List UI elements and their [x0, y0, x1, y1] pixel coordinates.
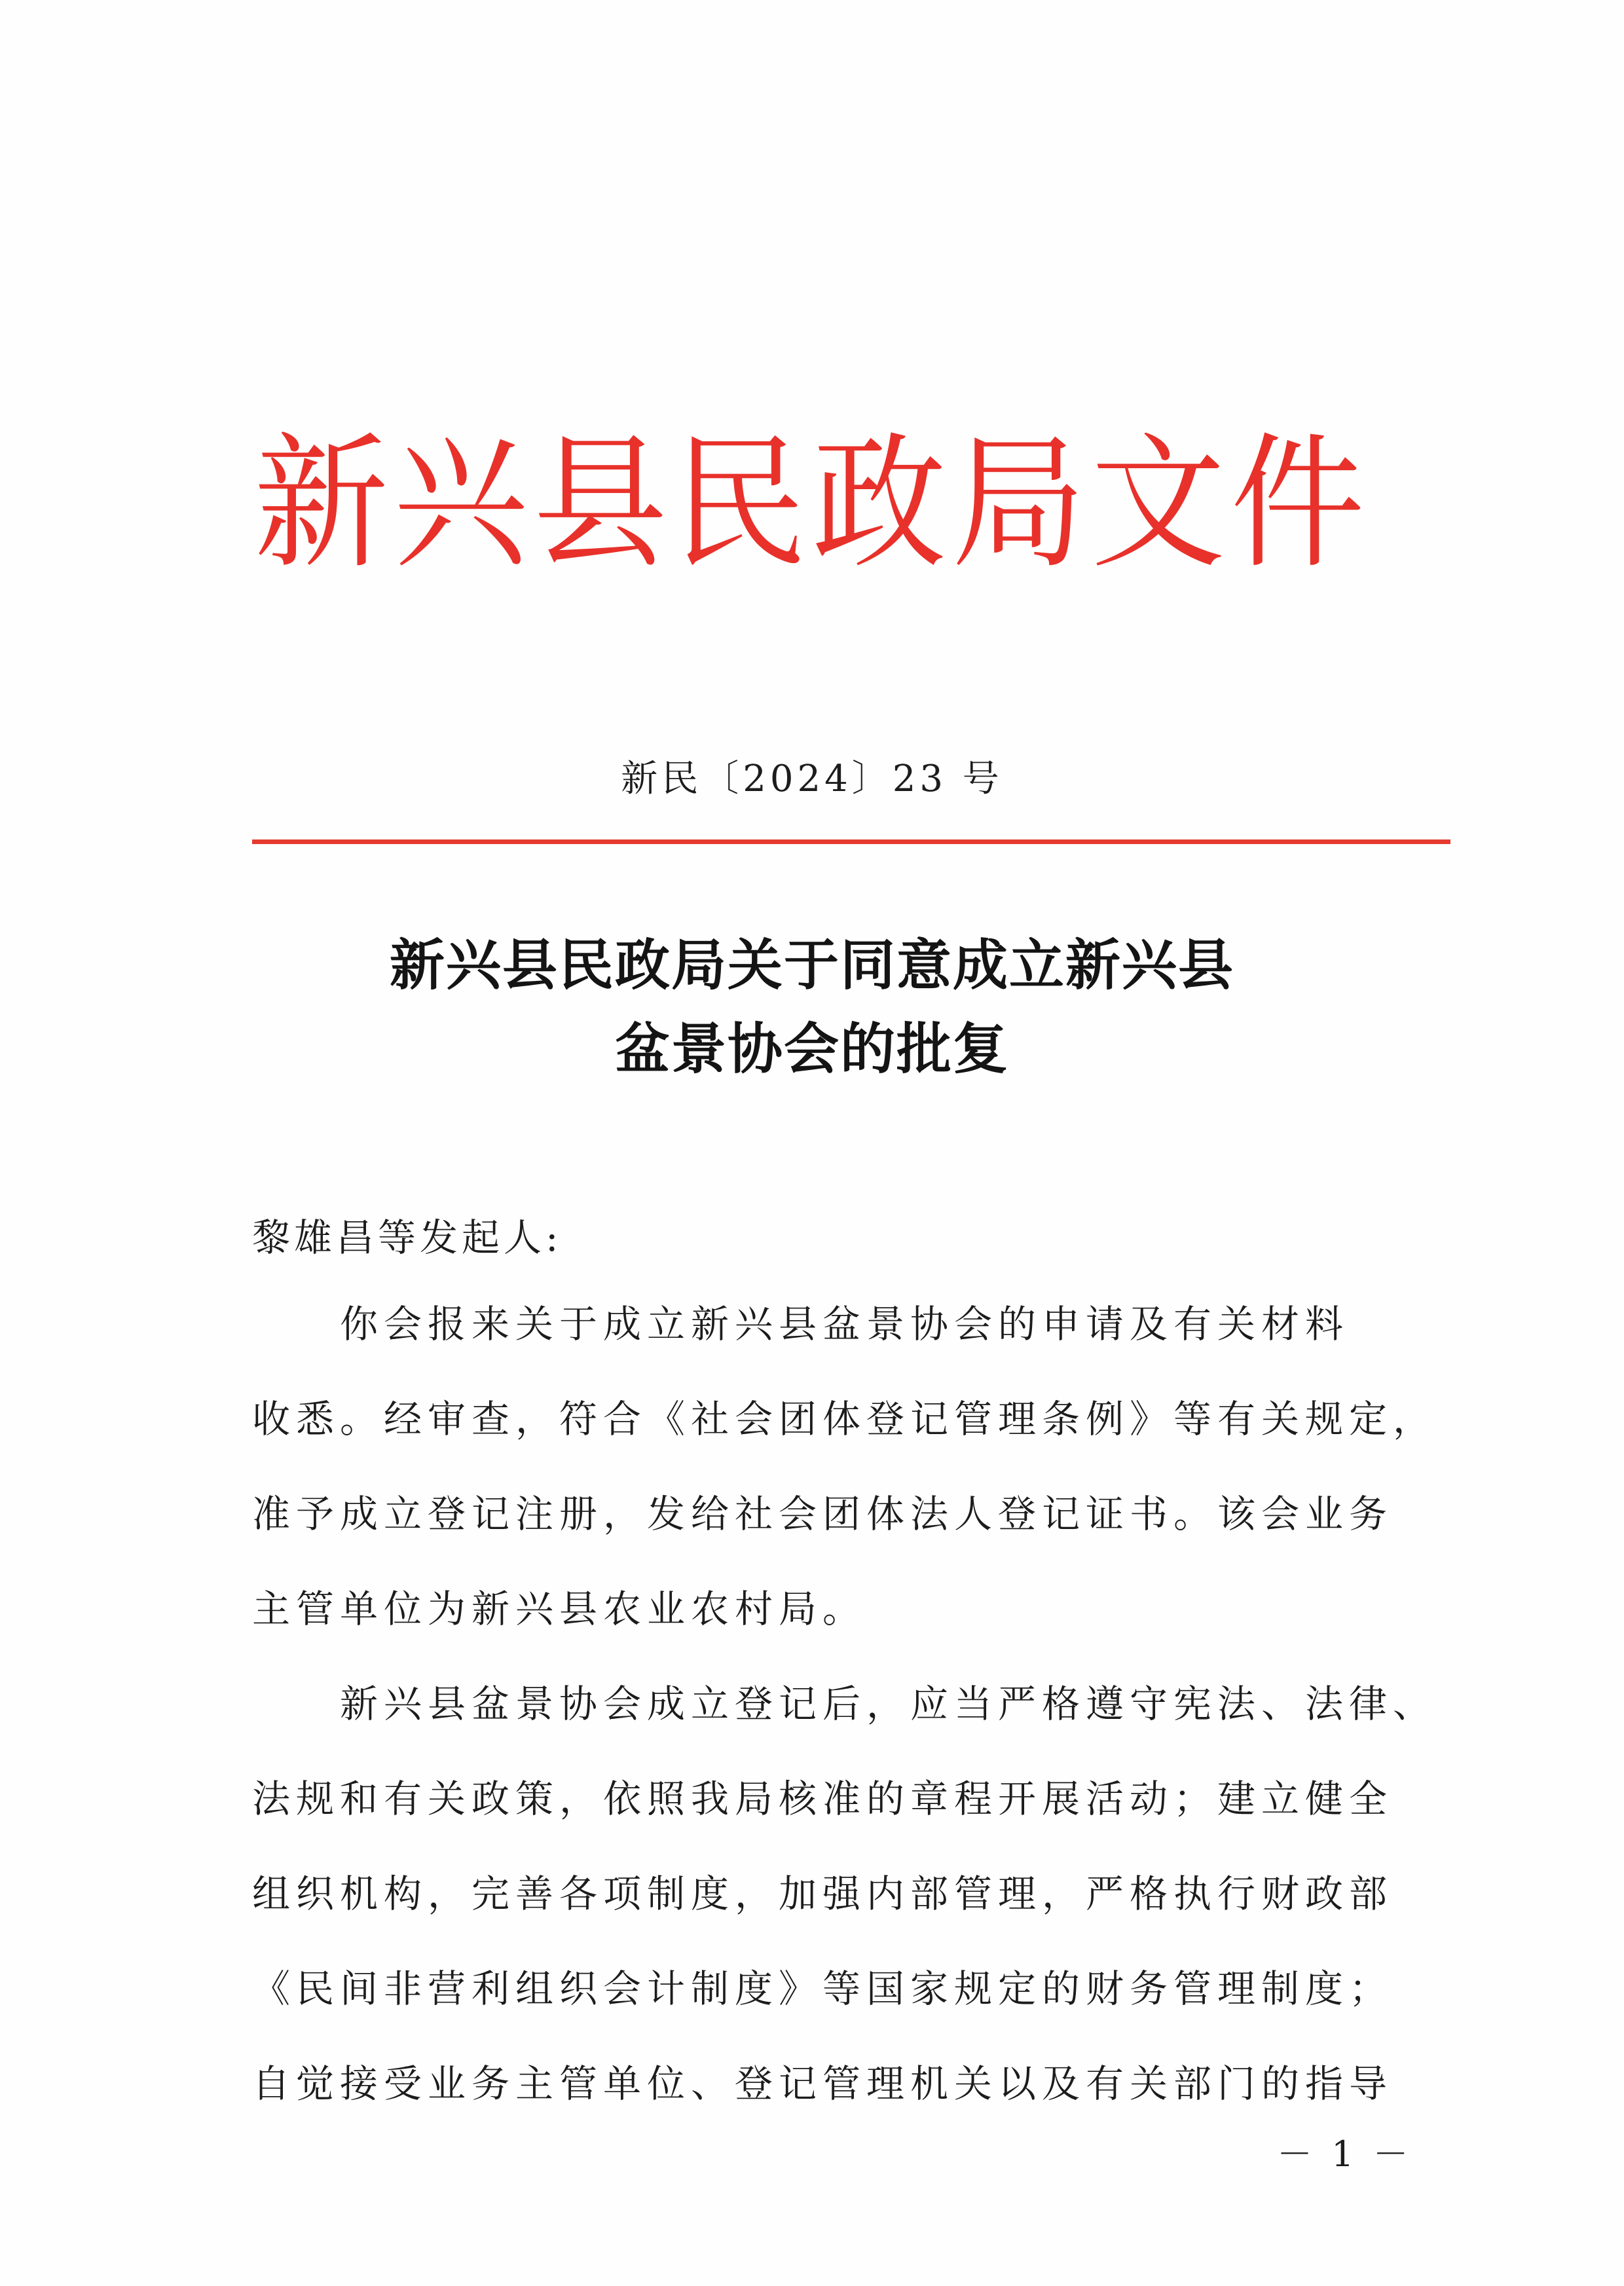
document-title-line: 新兴县民政局关于同意成立新兴县	[389, 932, 1234, 997]
page-number: － 1 －	[1277, 2133, 1412, 2175]
document-title	[249, 923, 1375, 1091]
body-line: 《民间非营利组织会计制度》等国家规定的财务管理制度；	[252, 1966, 1393, 2011]
red-separator-line	[252, 839, 1450, 844]
body-line: 自觉接受业务主管单位、登记管理机关以及有关部门的指导	[252, 2061, 1393, 2106]
document-body	[252, 1298, 1437, 2152]
body-line: 你会报来关于成立新兴县盆景协会的申请及有关材料	[252, 1302, 1350, 1346]
salutation: 黎雄昌等发起人:	[252, 1215, 563, 1260]
body-line: 主管单位为新兴县农业农村局。	[252, 1587, 867, 1631]
body-line: 收悉。经审查，符合《社会团体登记管理条例》等有关规定，	[252, 1397, 1437, 1441]
body-line: 组织机构，完善各项制度，加强内部管理，严格执行财政部	[252, 1871, 1393, 1916]
document-title-line: 盆景协会的批复	[614, 1016, 1009, 1081]
body-line: 准予成立登记注册，发给社会团体法人登记证书。该会业务	[252, 1492, 1393, 1536]
body-line: 新兴县盆景协会成立登记后，应当严格遵守宪法、法律、	[252, 1682, 1437, 1726]
document-number: 新民〔2024〕23 号	[621, 758, 1003, 800]
issuer-header-title: 新兴县民政局文件	[254, 420, 1370, 589]
body-line: 法规和有关政策，依照我局核准的章程开展活动；建立健全	[252, 1777, 1393, 1821]
